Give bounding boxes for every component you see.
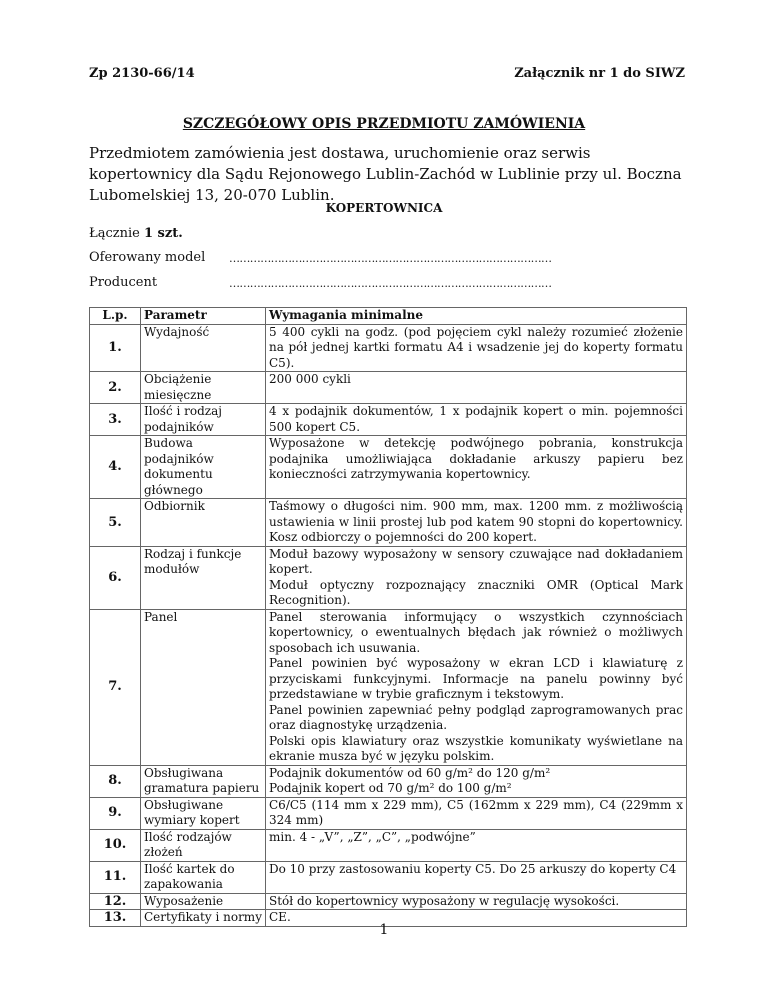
row-parameter: Obciążenie miesięczne (141, 372, 266, 404)
table-row (90, 829, 687, 861)
requirement-text: Panel powinien zapewniać pełny podgląd zaprogramowanych prac oraz diagnostykę urządzenia. (269, 702, 683, 732)
table-row (90, 546, 687, 609)
row-requirements (266, 499, 687, 547)
row-requirements (266, 893, 687, 910)
row-requirements (266, 546, 687, 609)
row-requirements (266, 861, 687, 893)
producer-label: Producent (89, 275, 158, 290)
requirement-text: CE. (269, 910, 291, 924)
table-row (90, 893, 687, 910)
requirement-text: Wyposażone w detekcję podwójnego pobrania, konstrukcja podajnika umożliwiająca dokładanie arkuszy papieru bez konieczności zatrzymywania kopertownicy. (269, 436, 683, 481)
row-number: 2. (90, 372, 141, 404)
section-subtitle: KOPERTOWNICA (325, 201, 443, 215)
requirement-text: 200 000 cykli (269, 372, 351, 386)
total-quantity (89, 226, 183, 241)
row-number: 9. (90, 797, 141, 829)
row-number: 3. (90, 404, 141, 436)
requirement-text: Moduł optyczny rozpoznający znaczniki OMR (Optical Mark Recognition). (269, 577, 683, 607)
requirement-text: Panel sterowania informujący o wszystkich czynnościach kopertownicy, o ewentualnych błędach jak również o możliwych sposobach ich usuwania. (269, 609, 683, 655)
row-requirements (266, 324, 687, 372)
total-label: Łącznie (89, 226, 140, 241)
requirement-text: Podajnik dokumentów od 60 g/m² do 120 g/m² (269, 765, 551, 780)
total-value: 1 szt. (143, 226, 183, 241)
header-requirements: Wymagania minimalne (266, 308, 687, 325)
table-row (90, 797, 687, 829)
requirement-text: 4 x podajnik dokumentów, 1 x podajnik kopert o min. pojemności 500 kopert C5. (269, 404, 683, 434)
table-row (90, 404, 687, 436)
row-requirements (266, 797, 687, 829)
header-lp: L.p. (90, 308, 141, 325)
requirement-text: Podajnik kopert od 70 g/m² do 100 g/m² (269, 781, 512, 795)
row-number: 11. (90, 861, 141, 893)
specification-table (89, 307, 687, 927)
requirement-text: Do 10 przy zastosowaniu koperty C5. Do 25 arkuszy do koperty C4 (269, 861, 677, 876)
table-row (90, 861, 687, 893)
table-row (90, 765, 687, 797)
row-parameter: Ilość rodzajów złożeń (141, 829, 266, 861)
row-parameter: Obsługiwane wymiary kopert (141, 797, 266, 829)
row-number: 10. (90, 829, 141, 861)
row-number: 13. (90, 910, 141, 927)
row-parameter: Panel (141, 609, 266, 765)
table-row (90, 324, 687, 372)
row-requirements (266, 609, 687, 765)
requirement-text: C6/C5 (114 mm x 229 mm), C5 (162mm x 229 mm), C4 (229mm x 324 mm) (269, 797, 683, 827)
table-row (90, 499, 687, 547)
requirement-text: Stół do kopertownicy wyposażony w regulację wysokości. (269, 893, 620, 908)
offered-model-label: Oferowany model (89, 250, 206, 265)
row-number: 12. (90, 893, 141, 910)
row-requirements (266, 765, 687, 797)
row-number: 5. (90, 499, 141, 547)
requirement-text: Taśmowy o długości nim. 900 mm, max. 1200 mm. z możliwością ustawienia w linii prostej lub pod katem 90 stopni do kopertownicy. Kosz odbiorczy o pojemności do 200 kopert. (269, 499, 683, 544)
row-requirements (266, 829, 687, 861)
attachment-label: Załącznik nr 1 do SIWZ (514, 66, 685, 81)
table-row (90, 609, 687, 765)
row-requirements (266, 372, 687, 404)
row-number: 7. (90, 609, 141, 765)
requirement-text: Polski opis klawiatury oraz wszystkie komunikaty wyświetlane na ekranie musza być w języku polskim. (269, 733, 683, 763)
requirement-text: 5 400 cykli na godz. (pod pojęciem cykl należy rozumieć złożenie na pół jednej kartki formatu A4 i wsadzenie jej do koperty formatu C5). (269, 324, 683, 370)
requirement-text: min. 4 - „V”, „Z”, „C”, „podwójne” (269, 829, 476, 844)
row-parameter: Wydajność (141, 324, 266, 372)
row-number: 6. (90, 546, 141, 609)
table-header-row (90, 308, 687, 325)
table-row (90, 372, 687, 404)
row-parameter: Ilość i rodzaj podajników (141, 404, 266, 436)
row-number: 1. (90, 324, 141, 372)
row-parameter: Ilość kartek do zapakowania (141, 861, 266, 893)
intro-paragraph: Przedmiotem zamówienia jest dostawa, uruchomienie oraz serwis kopertownicy dla Sądu Rejonowego Lublin-Zachód w Lublinie przy ul. Boczna Lubomelskiej 13, 20-070 Lublin. (89, 144, 682, 204)
row-number: 8. (90, 765, 141, 797)
page-number: 1 (379, 922, 389, 938)
reference-number: Zp 2130-66/14 (89, 66, 195, 81)
header-parameter: Parametr (141, 308, 266, 325)
row-parameter: Wyposażenie (141, 893, 266, 910)
requirement-text: Moduł bazowy wyposażony w sensory czuwające nad dokładaniem kopert. (269, 546, 683, 576)
row-parameter: Obsługiwana gramatura papieru (141, 765, 266, 797)
table-row (90, 436, 687, 499)
producer-blank[interactable]: ………………………………………………………………………………… (229, 277, 552, 290)
document-title: SZCZEGÓŁOWY OPIS PRZEDMIOTU ZAMÓWIENIA (182, 116, 586, 132)
row-parameter: Budowa podajników dokumentu głównego (141, 436, 266, 499)
row-requirements (266, 404, 687, 436)
requirement-text: Panel powinien być wyposażony w ekran LCD i klawiaturę z przyciskami funkcyjnymi. Informacje na panelu powinny być przedstawiane w trybie graficznym i tekstowym. (269, 656, 683, 701)
row-parameter: Certyfikaty i normy (141, 910, 266, 927)
row-number: 4. (90, 436, 141, 499)
table-body (90, 324, 687, 926)
row-parameter: Rodzaj i funkcje modułów (141, 546, 266, 609)
row-parameter: Odbiornik (141, 499, 266, 547)
offered-model-blank[interactable]: ………………………………………………………………………………… (229, 252, 552, 265)
row-requirements (266, 436, 687, 499)
